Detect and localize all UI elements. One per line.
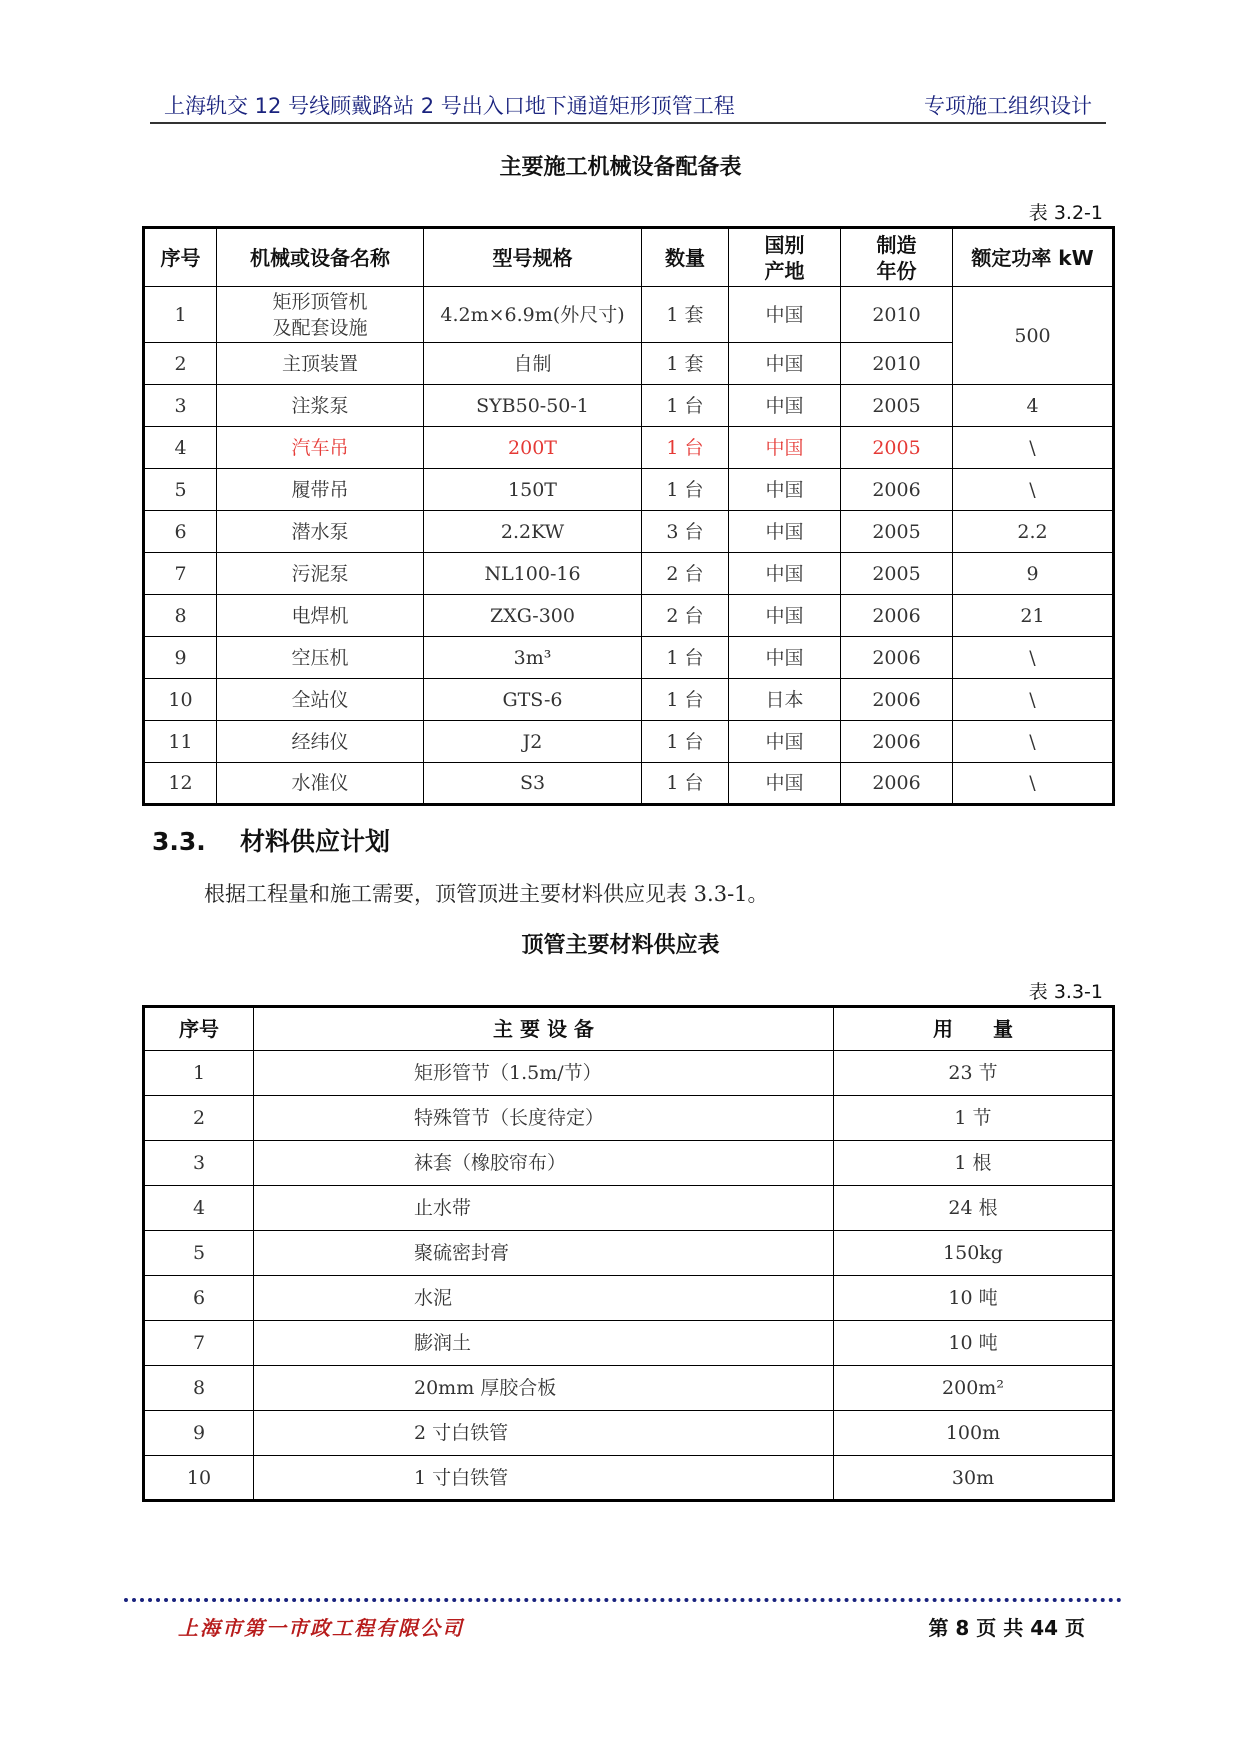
cell-amount: 10 吨: [834, 1321, 1114, 1366]
cell-no: 9: [144, 1411, 254, 1456]
cell-origin: 中国: [729, 595, 841, 637]
header-cell: 机械或设备名称: [217, 228, 424, 287]
cell-amount: 1 节: [834, 1096, 1114, 1141]
table2-title: 顶管主要材料供应表: [521, 933, 720, 958]
table-header-row: [144, 228, 1114, 287]
cell-year: 2005: [841, 553, 953, 595]
cell-no: 8: [144, 595, 217, 637]
cell-qty: 1 套: [642, 287, 729, 343]
header-project-title: 上海轨交 12 号线顾戴路站 2 号出入口地下通道矩形顶管工程: [164, 94, 735, 118]
header-document-type: 专项施工组织设计: [924, 94, 1092, 118]
table-row: [144, 679, 1114, 721]
cell-year: 2010: [841, 343, 953, 385]
cell-item: 膨润土: [254, 1321, 834, 1366]
equipment-table: [142, 226, 1115, 806]
header-cell: 序号: [144, 228, 217, 287]
table-row: [144, 553, 1114, 595]
cell-no: 9: [144, 637, 217, 679]
table-row: [144, 1411, 1114, 1456]
cell-amount: 30m: [834, 1456, 1114, 1501]
cell-power: \: [953, 721, 1114, 763]
cell-no: 3: [144, 385, 217, 427]
cell-name: 主顶装置: [217, 343, 424, 385]
cell-model: SYB50-50-1: [424, 385, 642, 427]
cell-power: 4: [953, 385, 1114, 427]
cell-no: 6: [144, 511, 217, 553]
cell-amount: 24 根: [834, 1186, 1114, 1231]
section-title: 材料供应计划: [240, 827, 391, 856]
header-cell: 型号规格: [424, 228, 642, 287]
cell-power: \: [953, 679, 1114, 721]
cell-name: 经纬仪: [217, 721, 424, 763]
cell-no: 3: [144, 1141, 254, 1186]
cell-item: 特殊管节（长度待定）: [254, 1096, 834, 1141]
cell-no: 5: [144, 1231, 254, 1276]
cell-name: 水准仪: [217, 763, 424, 805]
cell-origin: 中国: [729, 763, 841, 805]
cell-qty: 1 台: [642, 637, 729, 679]
header-cell: 制造 年份: [841, 228, 953, 287]
cell-amount: 23 节: [834, 1051, 1114, 1096]
cell-origin: 中国: [729, 553, 841, 595]
cell-power: 21: [953, 595, 1114, 637]
cell-name: 污泥泵: [217, 553, 424, 595]
cell-year: 2006: [841, 763, 953, 805]
cell-power: \: [953, 427, 1114, 469]
cell-no: 2: [144, 1096, 254, 1141]
cell-qty: 2 台: [642, 553, 729, 595]
table-row: [144, 1276, 1114, 1321]
cell-origin: 中国: [729, 343, 841, 385]
cell-origin: 日本: [729, 679, 841, 721]
table-row: [144, 385, 1114, 427]
cell-model: 2.2KW: [424, 511, 642, 553]
cell-year: 2005: [841, 427, 953, 469]
cell-qty: 1 台: [642, 763, 729, 805]
cell-name: 注浆泵: [217, 385, 424, 427]
table-row: [144, 1366, 1114, 1411]
cell-no: 7: [144, 1321, 254, 1366]
cell-no: 4: [144, 1186, 254, 1231]
cell-origin: 中国: [729, 385, 841, 427]
cell-item: 2 寸白铁管: [254, 1411, 834, 1456]
cell-name: 全站仪: [217, 679, 424, 721]
table-row: [144, 1051, 1114, 1096]
cell-amount: 200m²: [834, 1366, 1114, 1411]
cell-origin: 中国: [729, 469, 841, 511]
cell-model: S3: [424, 763, 642, 805]
table-row: [144, 721, 1114, 763]
cell-item: 矩形管节（1.5m/节）: [254, 1051, 834, 1096]
cell-power: 500: [953, 287, 1114, 385]
cell-item: 水泥: [254, 1276, 834, 1321]
table-header-row: [144, 1007, 1114, 1051]
header-cell: 用 量: [834, 1007, 1114, 1051]
cell-amount: 150kg: [834, 1231, 1114, 1276]
table-row: [144, 1456, 1114, 1501]
cell-year: 2005: [841, 385, 953, 427]
cell-power: \: [953, 637, 1114, 679]
cell-origin: 中国: [729, 637, 841, 679]
cell-qty: 1 套: [642, 343, 729, 385]
cell-no: 11: [144, 721, 217, 763]
section-number: 3.3.: [152, 827, 206, 856]
cell-no: 12: [144, 763, 217, 805]
cell-name: 汽车吊: [217, 427, 424, 469]
table-row: [144, 511, 1114, 553]
cell-model: 3m³: [424, 637, 642, 679]
header-cell: 主 要 设 备: [254, 1007, 834, 1051]
table-row: [144, 469, 1114, 511]
cell-no: 2: [144, 343, 217, 385]
table-row-highlighted: [144, 427, 1114, 469]
cell-year: 2006: [841, 721, 953, 763]
cell-amount: 100m: [834, 1411, 1114, 1456]
cell-origin: 中国: [729, 287, 841, 343]
table-row: [144, 1186, 1114, 1231]
cell-qty: 3 台: [642, 511, 729, 553]
table-row: [144, 637, 1114, 679]
cell-model: 150T: [424, 469, 642, 511]
cell-no: 7: [144, 553, 217, 595]
section-heading: [152, 822, 390, 858]
table1-number: 表 3.2-1: [1028, 202, 1103, 224]
cell-name: 矩形顶管机 及配套设施: [217, 287, 424, 343]
cell-name: 潜水泵: [217, 511, 424, 553]
cell-amount: 1 根: [834, 1141, 1114, 1186]
cell-qty: 1 台: [642, 469, 729, 511]
cell-no: 8: [144, 1366, 254, 1411]
table-row: [144, 763, 1114, 805]
cell-year: 2006: [841, 637, 953, 679]
header-cell: 序号: [144, 1007, 254, 1051]
cell-name: 电焊机: [217, 595, 424, 637]
table-row: [144, 595, 1114, 637]
table2-number: 表 3.3-1: [1028, 981, 1103, 1003]
cell-qty: 2 台: [642, 595, 729, 637]
cell-no: 10: [144, 1456, 254, 1501]
materials-table: [142, 1005, 1115, 1502]
cell-model: 4.2m×6.9m(外尺寸): [424, 287, 642, 343]
cell-origin: 中国: [729, 721, 841, 763]
cell-power: \: [953, 763, 1114, 805]
cell-origin: 中国: [729, 511, 841, 553]
cell-item: 袜套（橡胶帘布）: [254, 1141, 834, 1186]
cell-item: 止水带: [254, 1186, 834, 1231]
footer-page-number: 第 8 页 共 44 页: [928, 1616, 1085, 1640]
table-row: [144, 1096, 1114, 1141]
cell-item: 1 寸白铁管: [254, 1456, 834, 1501]
header-cell: 额定功率 kW: [953, 228, 1114, 287]
cell-origin: 中国: [729, 427, 841, 469]
cell-no: 5: [144, 469, 217, 511]
header-cell: 数量: [642, 228, 729, 287]
cell-model: ZXG-300: [424, 595, 642, 637]
header-cell: 国别 产地: [729, 228, 841, 287]
cell-item: 20mm 厚胶合板: [254, 1366, 834, 1411]
table1-title: 主要施工机械设备配备表: [499, 155, 742, 180]
cell-model: NL100-16: [424, 553, 642, 595]
cell-model: GTS-6: [424, 679, 642, 721]
cell-power: 9: [953, 553, 1114, 595]
cell-qty: 1 台: [642, 427, 729, 469]
section-paragraph: 根据工程量和施工需要，顶管顶进主要材料供应见表 3.3-1。: [204, 882, 769, 906]
cell-year: 2005: [841, 511, 953, 553]
footer-company: 上海市第一市政工程有限公司: [178, 1616, 464, 1640]
cell-model: J2: [424, 721, 642, 763]
cell-year: 2006: [841, 679, 953, 721]
cell-year: 2006: [841, 595, 953, 637]
cell-power: 2.2: [953, 511, 1114, 553]
cell-no: 1: [144, 287, 217, 343]
table-row: [144, 1141, 1114, 1186]
cell-model: 200T: [424, 427, 642, 469]
cell-year: 2010: [841, 287, 953, 343]
cell-item: 聚硫密封膏: [254, 1231, 834, 1276]
cell-no: 10: [144, 679, 217, 721]
cell-no: 6: [144, 1276, 254, 1321]
table-row: [144, 1231, 1114, 1276]
cell-name: 空压机: [217, 637, 424, 679]
cell-model: 自制: [424, 343, 642, 385]
cell-no: 1: [144, 1051, 254, 1096]
table-row: [144, 1321, 1114, 1366]
page-header: [150, 88, 1106, 124]
cell-qty: 1 台: [642, 721, 729, 763]
cell-qty: 1 台: [642, 385, 729, 427]
cell-power: \: [953, 469, 1114, 511]
table-row: [144, 287, 1114, 343]
cell-name: 履带吊: [217, 469, 424, 511]
cell-qty: 1 台: [642, 679, 729, 721]
cell-year: 2006: [841, 469, 953, 511]
cell-no: 4: [144, 427, 217, 469]
footer-divider: [124, 1598, 1122, 1602]
cell-amount: 10 吨: [834, 1276, 1114, 1321]
